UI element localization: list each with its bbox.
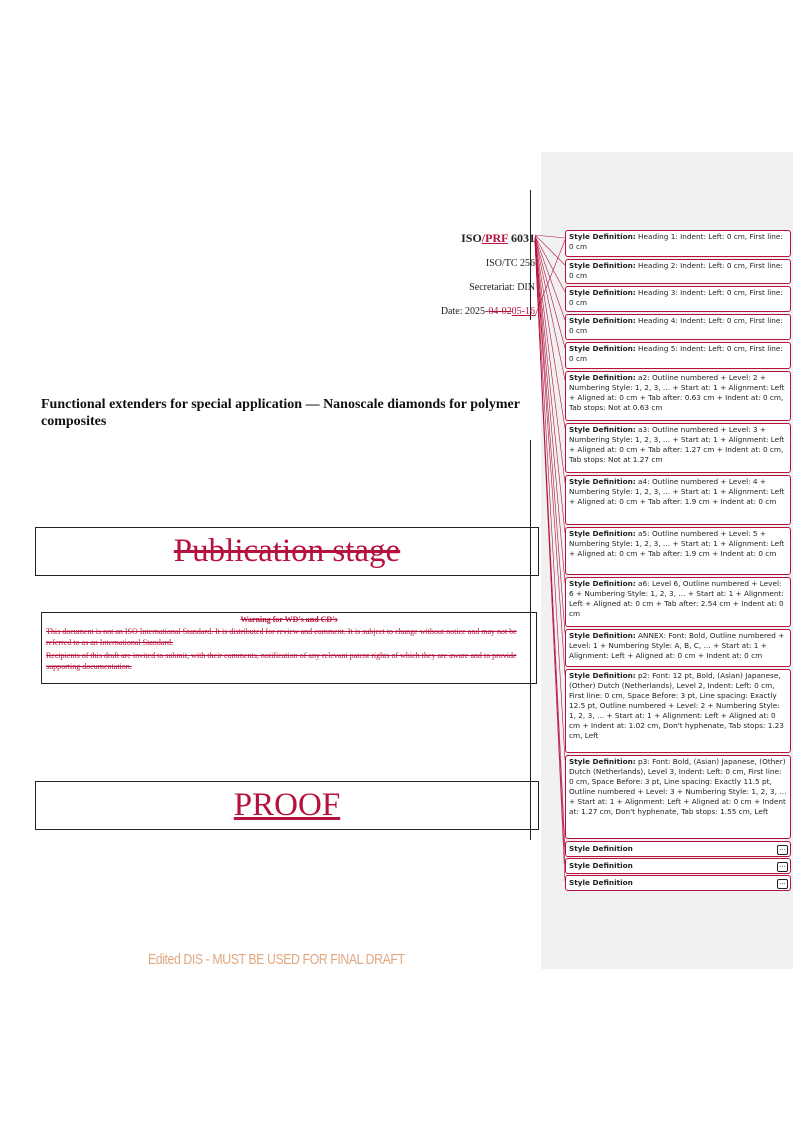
balloon-text: p2: Font: 12 pt, Bold, (Asian) Japanese, (Other) Dutch (Netherlands), Level 2, Indent: Left: 0 cm, First line: 0 cm, Space Before: 3 pt, Line spacing: Exactly 12.5 pt, Outline numbered + Level: 2 + Numbering Style: 1, 2, 3, … + Start at: 1 + Alignment: Left + Aligned at: 0 cm + Indent at: 1.02 cm, Don't hyphenate, Tab stops: 1.23 cm, Left xyxy=(569,671,784,740)
date-deleted: 04-02 xyxy=(488,306,512,317)
balloon-collapsed-3[interactable] xyxy=(565,875,791,891)
secretariat: Secretariat: DIN xyxy=(469,282,535,293)
balloon-label: Style Definition: xyxy=(569,288,636,297)
warning-paragraph-1: This document is not an ISO International Standard. It is distributed for review and comment. It is subject to change without notice and may not be referred to as an International Standard. xyxy=(46,627,517,647)
balloon-label: Style Definition: xyxy=(569,631,636,640)
balloon-a6[interactable] xyxy=(565,577,791,627)
balloon-collapsed-label: Style Definition xyxy=(569,844,633,853)
balloon-a3[interactable] xyxy=(565,423,791,473)
balloon-text: Heading 3: Indent: Left: 0 cm, First line: 0 cm xyxy=(569,288,783,307)
proof-box: PROOF xyxy=(35,781,539,830)
balloon-p3[interactable] xyxy=(565,755,791,839)
balloon-heading-5[interactable] xyxy=(565,342,791,369)
balloon-text: Heading 4: Indent: Left: 0 cm, First line: 0 cm xyxy=(569,316,783,335)
balloon-label: Style Definition: xyxy=(569,316,636,325)
balloon-collapsed-1[interactable] xyxy=(565,841,791,857)
balloon-label: Style Definition: xyxy=(569,757,636,766)
footer-watermark-note: Edited DIS - MUST BE USED FOR FINAL DRAFT xyxy=(148,951,405,968)
balloon-label: Style Definition: xyxy=(569,232,636,241)
balloon-heading-3[interactable] xyxy=(565,286,791,312)
balloon-a4[interactable] xyxy=(565,475,791,525)
balloon-text: ANNEX: Font: Bold, Outline numbered + Level: 1 + Numbering Style: A, B, C, … + Start at: 1 + Alignment: Left + Aligned at: 0 cm + Indent at: 0 cm xyxy=(569,631,785,660)
balloon-text: Heading 2: Indent: Left: 0 cm, First line: 0 cm xyxy=(569,261,783,280)
warning-box xyxy=(41,612,537,684)
balloon-label: Style Definition: xyxy=(569,671,636,680)
balloon-text: a3: Outline numbered + Level: 3 + Numbering Style: 1, 2, 3, … + Start at: 1 + Alignment: Left + Aligned at: 0 cm + Tab after: 1.27 cm + Indent at: 0 cm, Tab stops: Not at 1.27 cm xyxy=(569,425,785,464)
balloon-label: Style Definition: xyxy=(569,344,636,353)
balloon-collapsed-label: Style Definition xyxy=(569,878,633,887)
balloon-label: Style Definition: xyxy=(569,261,636,270)
balloon-heading-1[interactable] xyxy=(565,230,791,257)
date-inserted: 05-16 xyxy=(511,306,535,317)
document-date xyxy=(441,306,535,317)
balloon-text: Heading 5: Indent: Left: 0 cm, First line: 0 cm xyxy=(569,344,783,363)
date-prefix: Date: 2025- xyxy=(440,306,489,317)
balloon-annex[interactable] xyxy=(565,629,791,667)
balloon-label: Style Definition: xyxy=(569,425,636,434)
balloon-text: a5: Outline numbered + Level: 5 + Numbering Style: 1, 2, 3, … + Start at: 1 + Alignment: Left + Aligned at: 0 cm + Tab after: 1.9 cm + Indent at: 0 cm xyxy=(569,529,785,558)
expand-more-button[interactable]: ... xyxy=(777,862,788,872)
expand-more-button[interactable]: ... xyxy=(777,845,788,855)
expand-more-button[interactable]: ... xyxy=(777,879,788,889)
balloon-a5[interactable] xyxy=(565,527,791,575)
balloon-a2[interactable] xyxy=(565,371,791,421)
balloon-text: a4: Outline numbered + Level: 4 + Numbering Style: 1, 2, 3, … + Start at: 1 + Alignment: Left + Aligned at: 0 cm + Tab after: 1.9 cm + Indent at: 0 cm xyxy=(569,477,785,506)
standard-number: 6031 xyxy=(508,231,535,245)
iso-prefix: ISO xyxy=(461,231,482,245)
document-number xyxy=(461,231,535,246)
balloon-label: Style Definition: xyxy=(569,373,636,382)
balloon-text: p3: Font: Bold, (Asian) Japanese, (Other) Dutch (Netherlands), Level 3, Indent: Left: 0 cm, First line: 0 cm, Space Before: 3 pt, Line spacing: Exactly 11.5 pt, Outline numbered + Level: 3 + Numbering Style: 1, 2, 3, … + Start at: 1 + Alignment: Left + Aligned at: 0 cm + Indent at: 1.27 cm, Don't hyphenate, Tab stops: 1.55 cm, Left xyxy=(569,757,787,816)
balloon-label: Style Definition: xyxy=(569,477,636,486)
balloon-label: Style Definition: xyxy=(569,579,636,588)
document-title: Functional extenders for special application — Nanoscale diamonds for polymer composites xyxy=(41,397,520,429)
balloon-heading-4[interactable] xyxy=(565,314,791,340)
inserted-prf: /PRF xyxy=(481,231,508,245)
committee: ISO/TC 256 xyxy=(485,258,535,269)
warning-paragraph-2: Recipients of this draft are invited to submit, with their comments, notification of any relevant patent rights of which they are aware and to provide supporting documentation. xyxy=(46,651,517,671)
balloon-collapsed-2[interactable] xyxy=(565,858,791,874)
balloon-text: Heading 1: Indent: Left: 0 cm, First line: 0 cm xyxy=(569,232,783,251)
balloon-heading-2[interactable] xyxy=(565,259,791,284)
balloon-collapsed-label: Style Definition xyxy=(569,861,633,870)
balloon-text: a2: Outline numbered + Level: 2 + Numbering Style: 1, 2, 3, … + Start at: 1 + Alignment: Left + Aligned at: 0 cm + Tab after: 0.63 cm + Indent at: 0 cm, Tab stops: Not at 0.63 cm xyxy=(569,373,785,412)
warning-heading: Warning for WD's and CD's xyxy=(240,615,338,624)
balloon-text: a6: Level 6, Outline numbered + Level: 6 + Numbering Style: 1, 2, 3, … + Start at: 1 + Alignment: Left + Aligned at: 0 cm + Tab after: 2.54 cm + Indent at: 0 cm xyxy=(569,579,784,618)
balloon-label: Style Definition: xyxy=(569,529,636,538)
balloon-p2[interactable] xyxy=(565,669,791,753)
publication-stage-box: Publication stage xyxy=(35,527,539,576)
